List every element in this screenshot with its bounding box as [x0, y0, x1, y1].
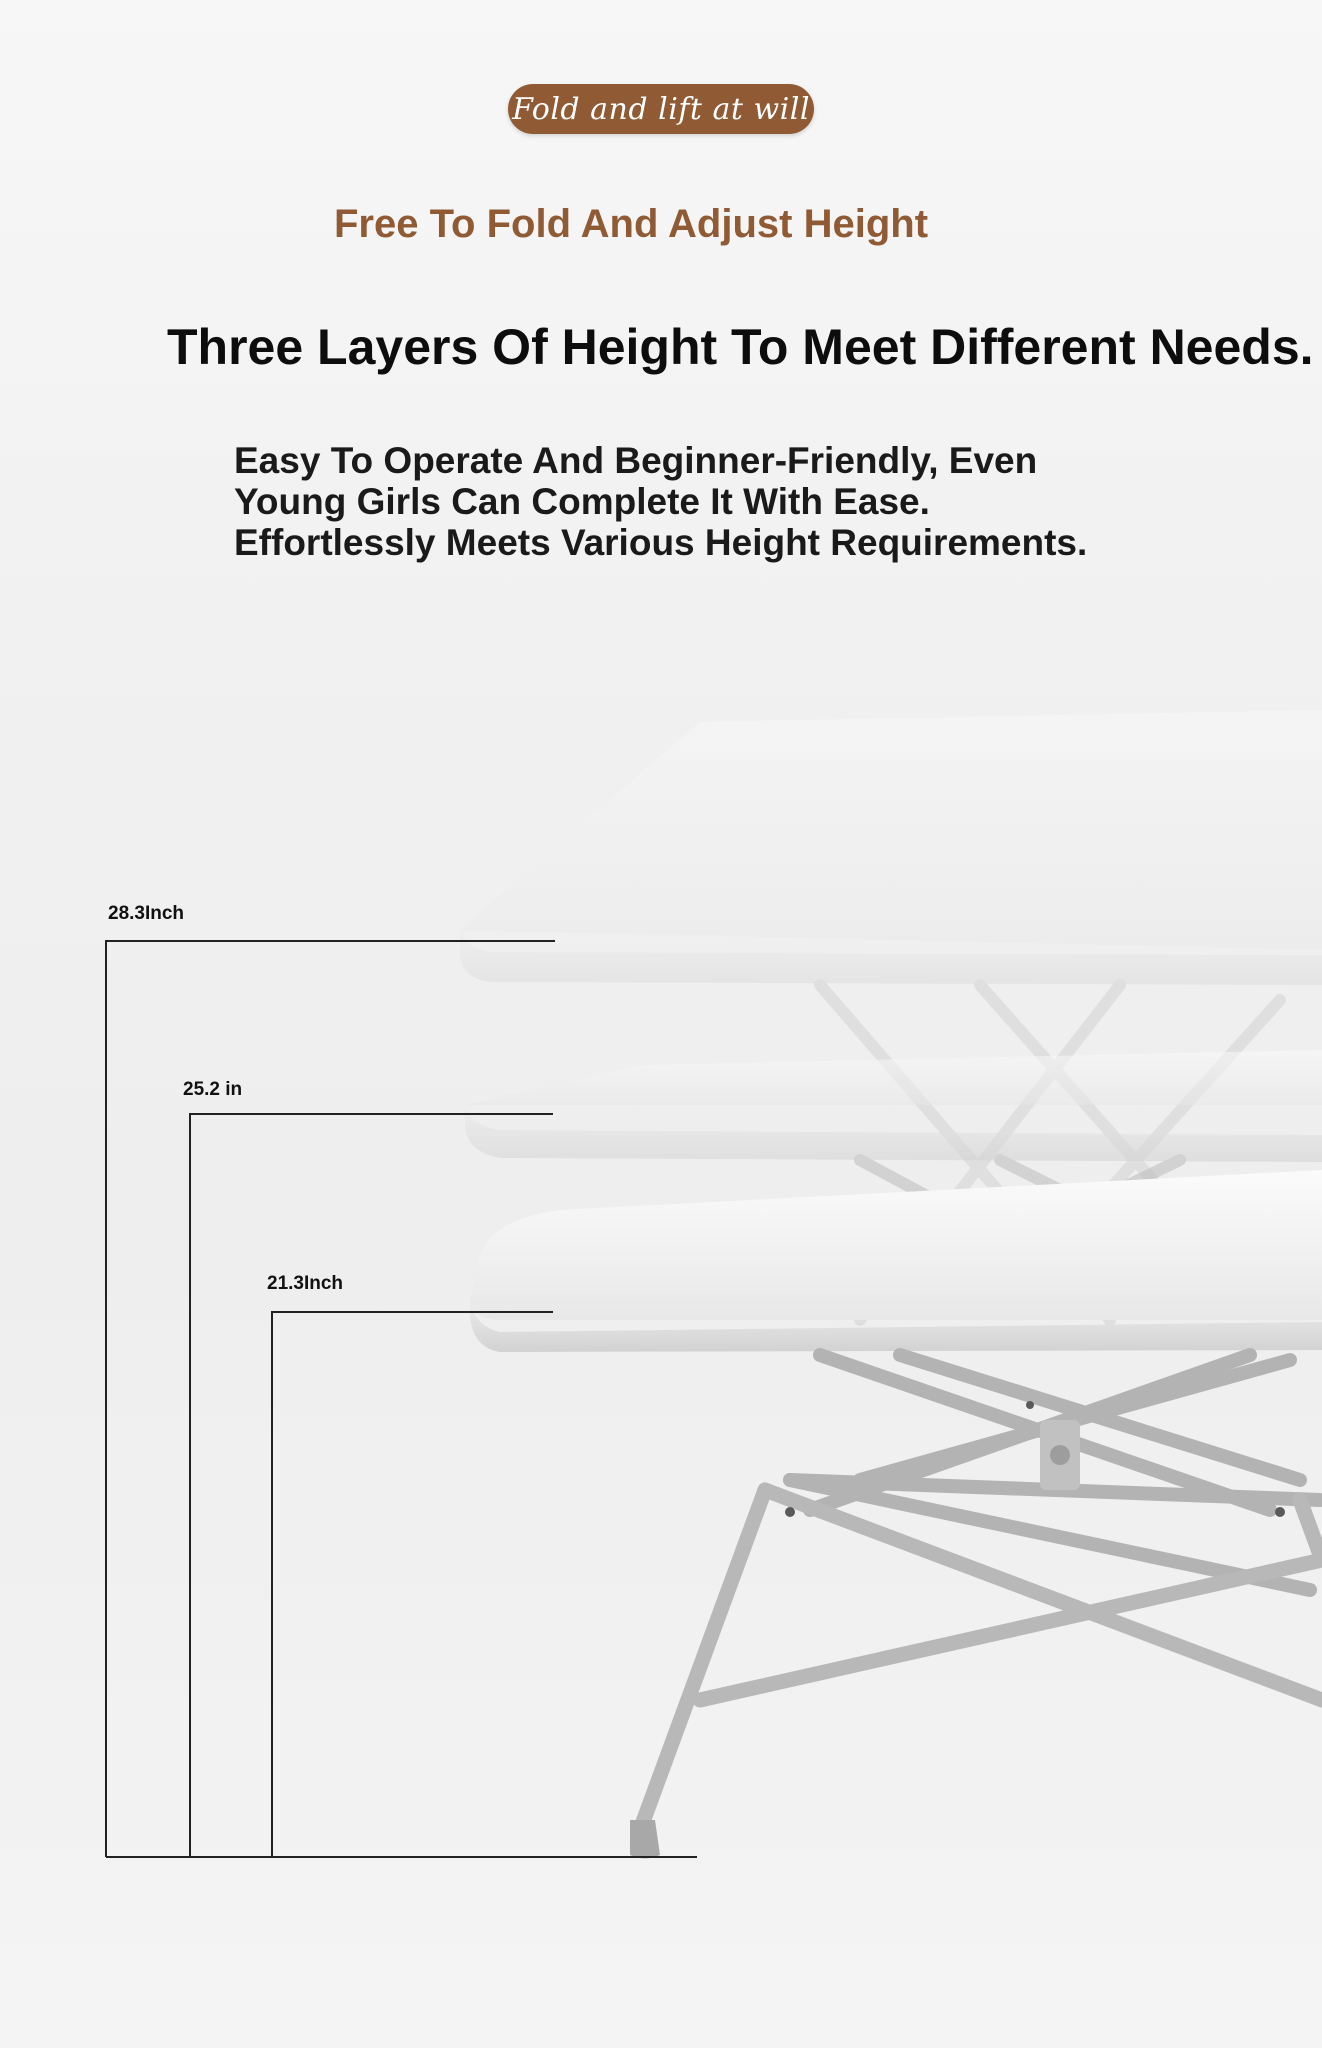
badge-text: Fold and lift at will [512, 91, 810, 127]
height-label-low: 21.3Inch [267, 1273, 344, 1294]
height-label-mid: 25.2 in [183, 1079, 243, 1100]
description-line: Young Girls Can Complete It With Ease. [234, 481, 930, 522]
description-line: Effortlessly Meets Various Height Requirements. [234, 522, 1088, 563]
height-label-high: 28.3Inch [108, 903, 185, 924]
headline: Three Layers Of Height To Meet Different Needs. [167, 319, 1314, 375]
table-main [470, 1170, 1322, 1859]
subheading: Free To Fold And Adjust Height [333, 202, 929, 246]
description-line: Easy To Operate And Beginner-Friendly, Even [234, 440, 1038, 481]
